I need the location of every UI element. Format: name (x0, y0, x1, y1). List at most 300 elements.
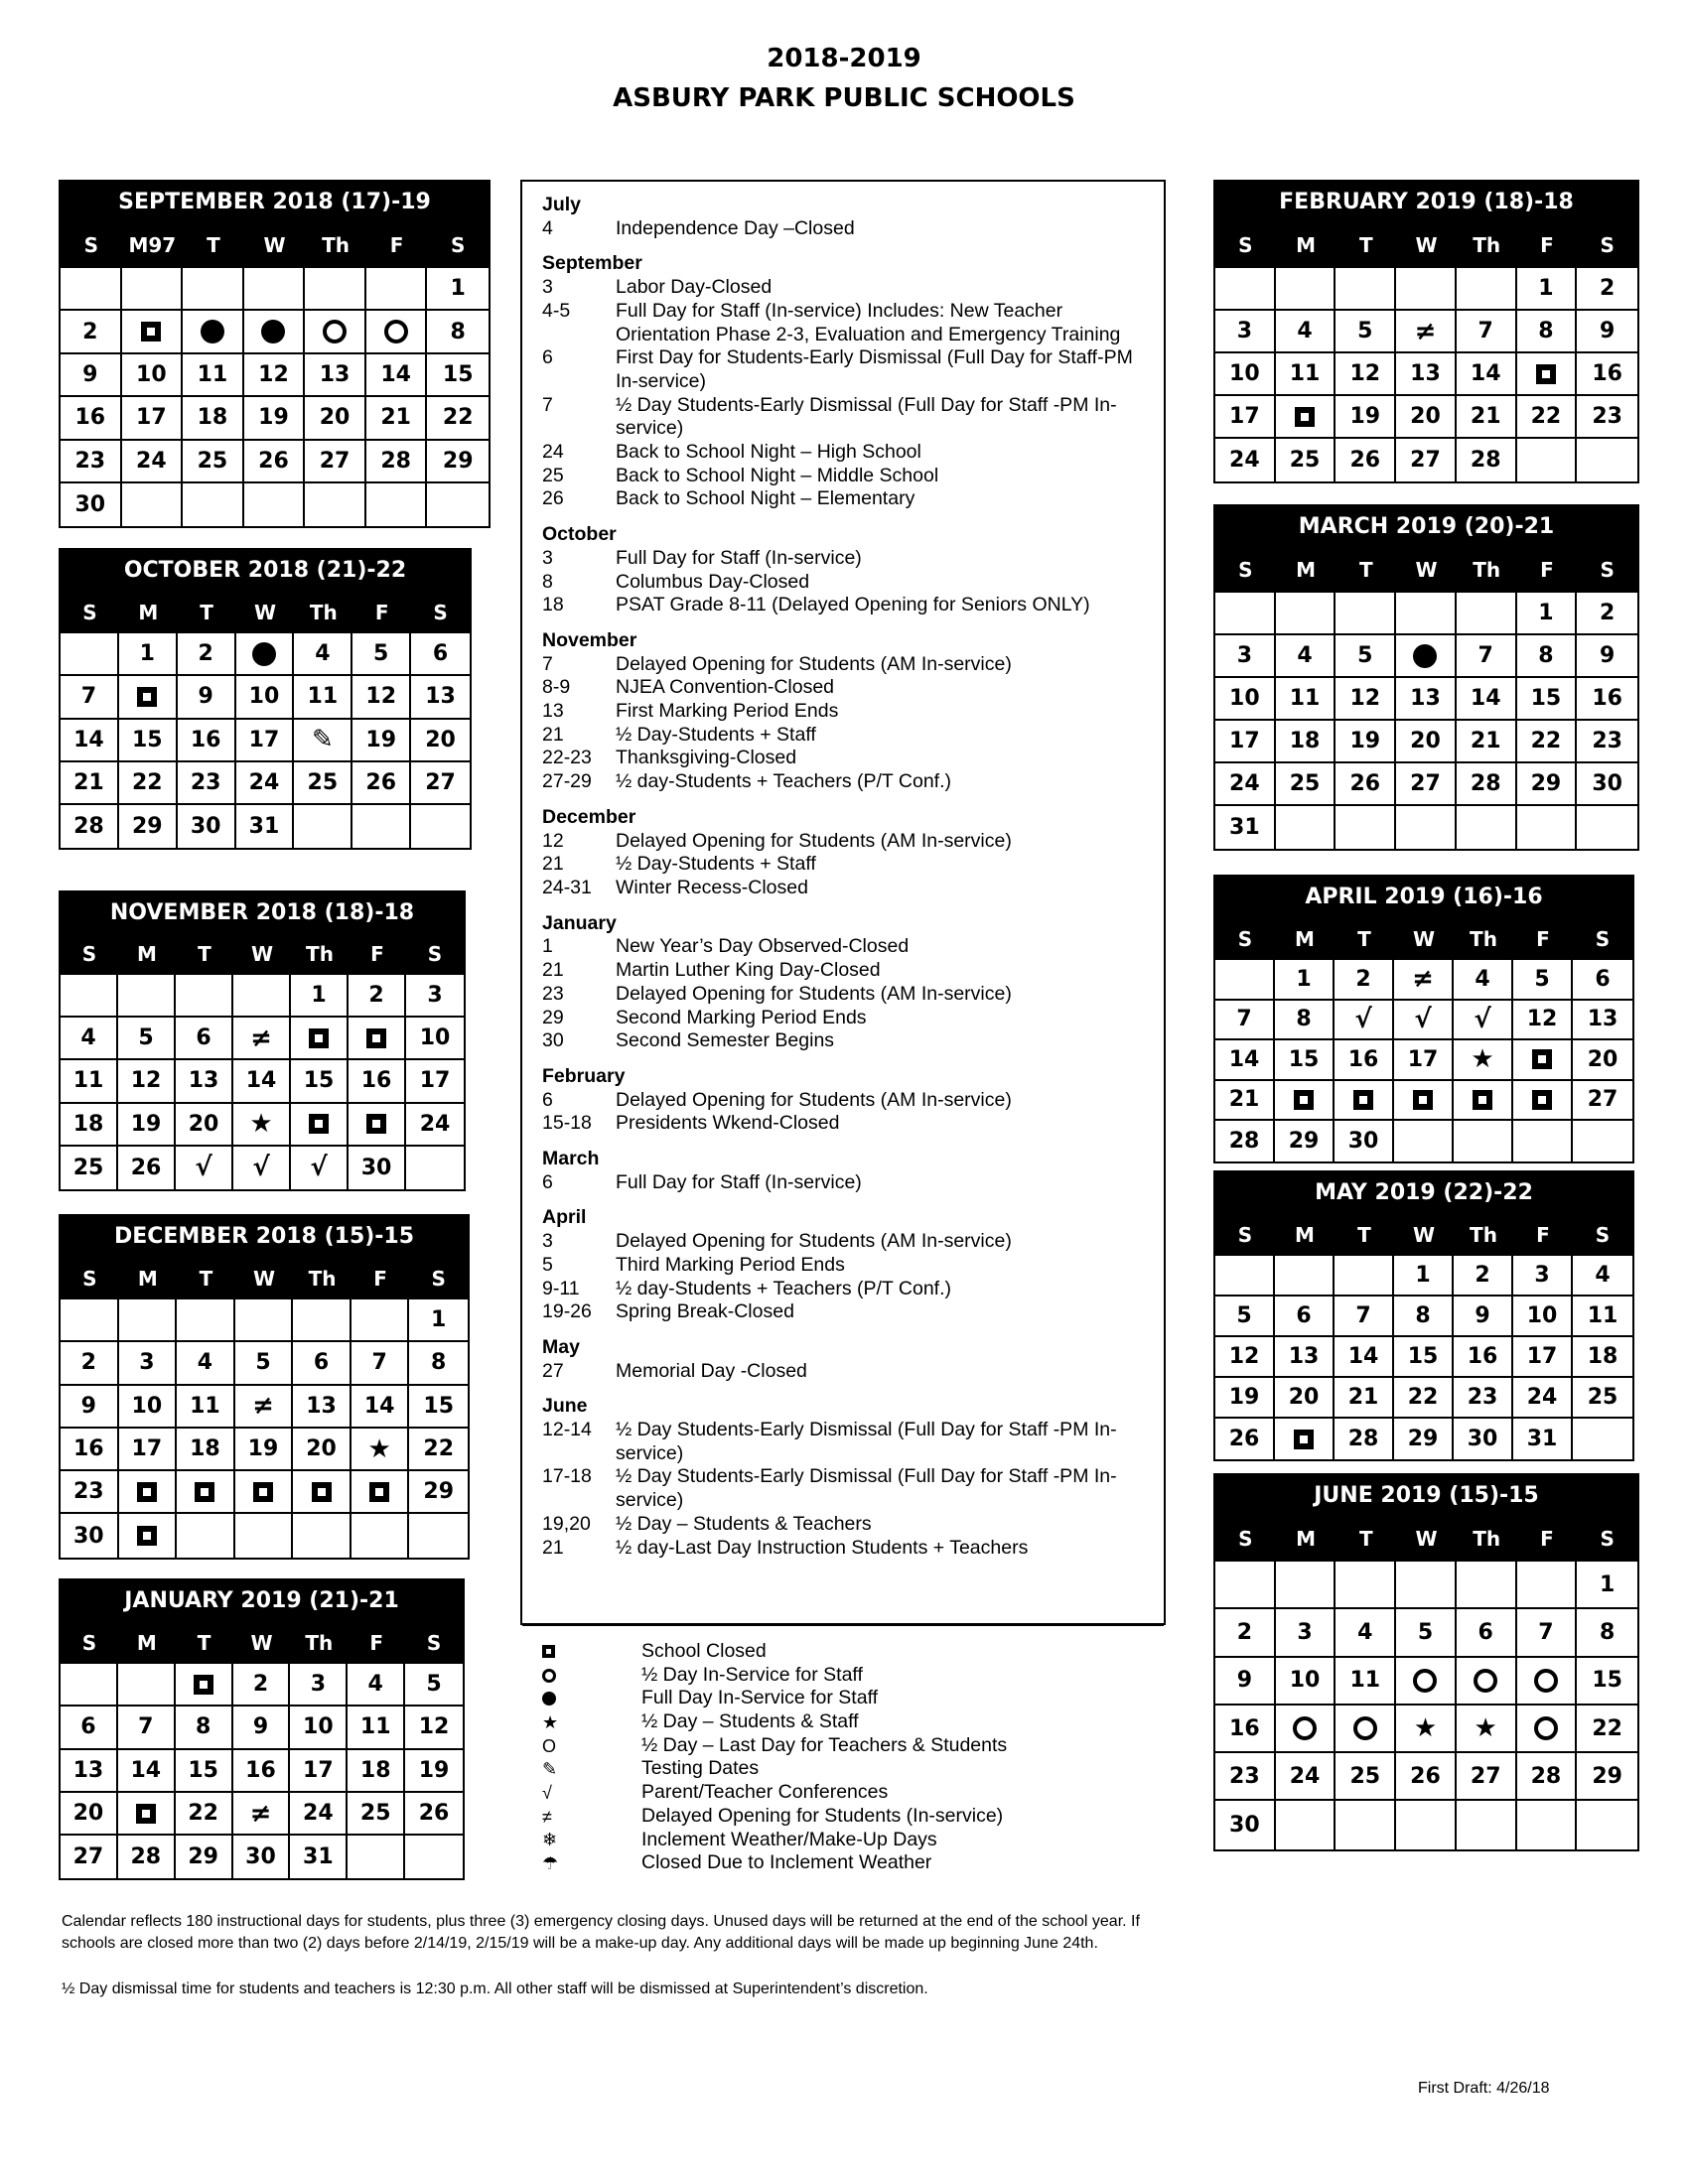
half-day-inservice-icon (1534, 1716, 1558, 1740)
day-cell: 25 (183, 441, 244, 483)
day-cell: 28 (1457, 439, 1517, 481)
day-cell (1396, 1658, 1457, 1706)
day-cell: 21 (366, 397, 428, 440)
legend-item (542, 1687, 1007, 1710)
event-description: Delayed Opening for Students (AM In-service) (616, 1088, 1012, 1111)
event-item (542, 747, 1148, 770)
event-month: April (542, 1206, 587, 1229)
event-date: 21 (542, 1536, 564, 1559)
day-cell: 26 (1336, 763, 1396, 806)
day-cell: 15 (1394, 1337, 1454, 1378)
event-date: 17-18 (542, 1465, 592, 1488)
weekday-header (1215, 1214, 1632, 1256)
day-cell: 28 (366, 441, 428, 483)
weekday-label: S (83, 233, 98, 257)
day-cell: 18 (177, 1429, 235, 1471)
event-description: First Marking Period Ends (616, 700, 839, 723)
event-item (542, 983, 1148, 1007)
full-day-inservice-icon (261, 320, 285, 343)
day-cell: 3 (1276, 1609, 1336, 1657)
not-equal-icon: ≠ (1414, 316, 1437, 346)
day-cell: 28 (1517, 1753, 1578, 1801)
weekday-label: T (207, 233, 220, 257)
day-cell: 24 (236, 762, 295, 805)
day-cell (1457, 1706, 1517, 1753)
day-cell: 16 (1577, 678, 1637, 721)
day-cell: 30 (1454, 1419, 1513, 1459)
day-cell (293, 1514, 352, 1557)
day-cell: 10 (1215, 678, 1276, 721)
star-icon: ★ (1471, 1044, 1494, 1075)
day-cell: 2 (1335, 960, 1394, 1001)
day-cell: 17 (290, 1750, 348, 1793)
school-closed-icon (195, 1482, 214, 1502)
legend-label: ½ Day In-Service for Staff (641, 1663, 863, 1686)
weekday-label: F (1540, 233, 1554, 257)
day-cell: 5 (1336, 635, 1396, 678)
day-cell: 22 (1394, 1378, 1454, 1419)
event-item (542, 547, 1148, 571)
day-cell: 11 (1276, 678, 1336, 721)
weekday-label: W (250, 1631, 273, 1655)
day-cell (427, 483, 489, 526)
legend-label: Delayed Opening for Students (In-service) (641, 1804, 1004, 1827)
day-grid (1215, 268, 1637, 481)
weekday-label: T (1358, 233, 1373, 257)
day-cell (1573, 1419, 1632, 1459)
day-cell: 24 (1513, 1378, 1573, 1419)
weekday-label: Th (1470, 927, 1497, 951)
day-cell: 20 (293, 1429, 352, 1471)
day-cell: 17 (119, 1429, 178, 1471)
event-description: Columbus Day-Closed (616, 570, 810, 593)
star-icon: ★ (1474, 1713, 1497, 1744)
event-month: November (542, 628, 637, 651)
day-cell (352, 1514, 410, 1557)
day-cell: 19 (405, 1750, 463, 1793)
day-cell (1335, 1256, 1394, 1297)
day-cell: 13 (1573, 1001, 1632, 1041)
day-cell (1457, 1658, 1517, 1706)
event-date: 26 (542, 487, 564, 510)
day-cell: 26 (405, 1793, 463, 1836)
event-description: Labor Day-Closed (616, 276, 773, 299)
day-cell: 18 (348, 1750, 405, 1793)
day-cell: 13 (1396, 678, 1457, 721)
day-cell (235, 1386, 294, 1429)
event-description: Back to School Night – High School (616, 441, 921, 464)
school-closed-icon (1294, 1430, 1314, 1449)
day-cell: 16 (61, 1429, 119, 1471)
event-item (542, 1360, 1148, 1384)
day-cell: 19 (352, 720, 411, 762)
day-cell: 26 (352, 762, 411, 805)
day-cell: 28 (1215, 1121, 1275, 1161)
day-cell: 22 (409, 1429, 468, 1471)
full-day-inservice-icon (201, 320, 224, 343)
event-date: 18 (542, 594, 564, 616)
day-cell: 30 (61, 483, 122, 526)
day-cell: 11 (61, 1060, 118, 1103)
legend-label: School Closed (641, 1640, 767, 1662)
weekday-label: S (427, 942, 443, 966)
weekday-header (1215, 223, 1637, 268)
day-cell: 11 (1276, 353, 1336, 396)
day-cell (1335, 1081, 1394, 1122)
weekday-label: W (1415, 1527, 1438, 1551)
day-cell: 31 (290, 1836, 348, 1878)
legend-symbol (542, 1669, 641, 1683)
event-item (542, 1537, 1148, 1561)
day-cell (406, 1147, 464, 1189)
legend-list (542, 1640, 1007, 1875)
day-cell (1275, 1419, 1335, 1459)
day-cell (1454, 1121, 1513, 1161)
event-item (542, 676, 1148, 700)
day-cell (1577, 806, 1637, 849)
day-cell: 22 (1517, 721, 1578, 763)
weekday-label: W (1412, 927, 1436, 951)
day-cell: 4 (61, 1018, 118, 1060)
day-cell: 20 (1396, 721, 1457, 763)
day-cell: 10 (1215, 353, 1276, 396)
event-item (542, 935, 1148, 959)
month-title: OCTOBER 2018 (21)-22 (61, 550, 470, 592)
day-cell: 9 (178, 676, 236, 719)
day-cell: 8 (427, 311, 489, 353)
event-date: 12-14 (542, 1419, 592, 1441)
day-cell: 25 (1336, 1753, 1396, 1801)
event-date: 27 (542, 1359, 564, 1382)
legend-label: Closed Due to Inclement Weather (641, 1851, 932, 1874)
weekday-label: S (82, 601, 97, 624)
event-date: 15-18 (542, 1112, 592, 1135)
star-icon: ★ (249, 1109, 273, 1140)
weekday-label: W (252, 1267, 276, 1291)
day-cell: 9 (61, 354, 122, 397)
event-date: 1 (542, 935, 553, 958)
event-item (542, 487, 1148, 511)
day-cell (1517, 439, 1578, 481)
weekday-label: Th (1473, 1527, 1501, 1551)
event-item (542, 1112, 1148, 1136)
day-cell (1336, 806, 1396, 849)
day-cell (233, 1147, 291, 1189)
events-panel (520, 180, 1166, 1874)
day-cell (1276, 1706, 1336, 1753)
school-closed-icon (1294, 1090, 1314, 1110)
school-closed-icon (137, 1526, 157, 1546)
weekday-label: M (1295, 927, 1315, 951)
day-cell: 24 (1276, 1753, 1336, 1801)
day-cell: 25 (61, 1147, 118, 1189)
day-cell: 2 (1577, 268, 1637, 311)
event-date: 8 (542, 570, 553, 593)
day-cell (61, 268, 122, 311)
event-description: Back to School Night – Elementary (616, 487, 915, 510)
day-cell (1513, 1121, 1573, 1161)
day-cell (1215, 268, 1276, 311)
event-date: 25 (542, 464, 564, 486)
day-cell: 8 (1275, 1001, 1335, 1041)
weekday-header (61, 1258, 468, 1299)
day-cell (244, 483, 306, 526)
day-cell: 5 (1215, 1297, 1275, 1337)
event-date: 30 (542, 1029, 564, 1052)
legend-symbol (542, 1645, 641, 1658)
day-cell (1513, 1040, 1573, 1081)
day-cell: 14 (352, 1386, 410, 1429)
day-cell: 15 (119, 720, 178, 762)
day-cell: 20 (1275, 1378, 1335, 1419)
day-cell: 7 (1335, 1297, 1394, 1337)
day-cell: 29 (1577, 1753, 1637, 1801)
day-cell: 13 (61, 1750, 118, 1793)
event-item (542, 394, 1148, 441)
day-cell: 2 (349, 975, 406, 1018)
weekday-label: S (81, 1631, 97, 1655)
event-date: 23 (542, 982, 564, 1005)
day-cell (1457, 1562, 1517, 1609)
checkmark-icon: √ (195, 1153, 212, 1183)
day-cell (1215, 1562, 1276, 1609)
weekday-label: W (1415, 558, 1438, 582)
day-cell: 15 (176, 1750, 233, 1793)
day-cell: 11 (1573, 1297, 1632, 1337)
day-cell: 12 (1336, 678, 1396, 721)
day-cell (1517, 1706, 1578, 1753)
event-date: 21 (542, 959, 564, 982)
event-item (542, 830, 1148, 854)
weekday-header (61, 592, 470, 633)
day-cell (411, 805, 470, 848)
day-cell (176, 1664, 233, 1706)
day-cell: 23 (1577, 721, 1637, 763)
half-day-inservice-icon (323, 320, 347, 343)
day-cell: 4 (1276, 635, 1336, 678)
day-cell (1517, 353, 1578, 396)
weekday-header (1215, 918, 1632, 960)
weekday-label: S (1600, 1527, 1615, 1551)
day-cell: 15 (1517, 678, 1578, 721)
day-cell (352, 805, 411, 848)
day-cell (1573, 1121, 1632, 1161)
day-cell: 1 (427, 268, 489, 311)
weekday-label: T (198, 942, 211, 966)
day-cell (1215, 593, 1276, 635)
weekday-label: T (1358, 558, 1373, 582)
day-cell: 12 (1215, 1337, 1275, 1378)
day-cell (235, 1299, 294, 1342)
month-calendar (59, 1578, 465, 1880)
day-cell (293, 1299, 352, 1342)
day-cell: 25 (1276, 763, 1336, 806)
weekday-label: M (137, 1267, 158, 1291)
day-cell: 1 (1577, 1562, 1637, 1609)
event-item (542, 1230, 1148, 1254)
event-item (542, 700, 1148, 724)
day-cell (1517, 1658, 1578, 1706)
day-cell (291, 1104, 349, 1147)
day-cell (1454, 1001, 1513, 1041)
day-cell: 23 (178, 762, 236, 805)
legend-label: Inclement Weather/Make-Up Days (641, 1828, 937, 1850)
day-cell: 14 (233, 1060, 291, 1103)
day-cell: 6 (61, 1706, 118, 1749)
day-cell (1275, 1081, 1335, 1122)
day-cell: 4 (348, 1664, 405, 1706)
event-date: 29 (542, 1006, 564, 1028)
event-month: May (542, 1335, 580, 1358)
weekday-label: S (1600, 558, 1615, 582)
full-day-inservice-icon (1413, 644, 1437, 668)
day-cell: 11 (1336, 1658, 1396, 1706)
legend-symbol (542, 1713, 641, 1731)
weekday-label: Th (1473, 558, 1501, 582)
day-cell: 13 (305, 354, 366, 397)
day-cell (118, 1664, 176, 1706)
day-cell: 20 (176, 1104, 233, 1147)
day-cell: 12 (244, 354, 306, 397)
event-description: Thanksgiving-Closed (616, 747, 797, 769)
day-cell (176, 1147, 233, 1189)
day-cell: 13 (1275, 1337, 1335, 1378)
month-calendar (1213, 180, 1639, 483)
day-cell: 6 (1573, 960, 1632, 1001)
event-date: 6 (542, 1170, 553, 1193)
day-cell: 12 (405, 1706, 463, 1749)
school-closed-icon (366, 1028, 386, 1048)
day-cell (1335, 1001, 1394, 1041)
event-item (542, 959, 1148, 983)
district-name: ASBURY PARK PUBLIC SCHOOLS (613, 83, 1075, 113)
weekday-header (61, 223, 489, 268)
day-cell: 23 (61, 1471, 119, 1514)
event-description: Back to School Night – Middle School (616, 464, 939, 486)
school-closed-icon (137, 687, 157, 707)
day-cell: 5 (1513, 960, 1573, 1001)
legend-item (542, 1710, 1007, 1734)
day-cell: 10 (290, 1706, 348, 1749)
checkmark-icon: √ (542, 1782, 552, 1803)
day-cell: 22 (119, 762, 178, 805)
school-closed-icon (1473, 1090, 1492, 1110)
event-month: June (542, 1395, 588, 1418)
events-list (542, 194, 1148, 1560)
weekday-label: M (1296, 558, 1317, 582)
event-description: ½ Day Students-Early Dismissal (Full Day for Staff -PM In-service) (616, 1465, 1117, 1512)
day-cell: 9 (1577, 311, 1637, 353)
day-cell (119, 676, 178, 719)
event-month: January (542, 911, 617, 934)
month-title: APRIL 2019 (16)-16 (1215, 877, 1632, 918)
event-description: ½ Day-Students + Staff (616, 723, 816, 746)
day-cell (122, 311, 184, 353)
event-description: Martin Luther King Day-Closed (616, 959, 881, 982)
weekday-label: M (1295, 1223, 1315, 1247)
day-cell (366, 483, 428, 526)
day-cell (1457, 1801, 1517, 1848)
day-cell: 10 (1513, 1297, 1573, 1337)
day-cell: 3 (1215, 635, 1276, 678)
day-cell (409, 1514, 468, 1557)
day-cell: 21 (1335, 1378, 1394, 1419)
day-cell: 8 (1517, 311, 1578, 353)
day-cell: 7 (1457, 311, 1517, 353)
school-closed-icon (309, 1028, 329, 1048)
weekday-label: S (1595, 927, 1611, 951)
calendar-year: 2018-2019 (767, 44, 921, 73)
day-cell (348, 1836, 405, 1878)
day-cell: 17 (1513, 1337, 1573, 1378)
event-item (542, 1513, 1148, 1537)
day-cell: 14 (366, 354, 428, 397)
day-cell: 8 (176, 1706, 233, 1749)
half-day-inservice-icon (1293, 1716, 1317, 1740)
day-cell: 26 (118, 1147, 176, 1189)
day-cell (366, 311, 428, 353)
school-closed-icon (312, 1482, 332, 1502)
day-cell (233, 1018, 291, 1060)
day-cell: 24 (406, 1104, 464, 1147)
weekday-label: F (1540, 558, 1554, 582)
day-cell: 23 (61, 441, 122, 483)
day-cell: 1 (1517, 268, 1578, 311)
event-date: 5 (542, 1253, 553, 1276)
day-cell (119, 1471, 178, 1514)
legend-item (542, 1640, 1007, 1664)
day-cell: 17 (1394, 1040, 1454, 1081)
legend-item (542, 1664, 1007, 1688)
day-cell: 7 (118, 1706, 176, 1749)
weekday-label: S (451, 233, 466, 257)
weekday-label: Th (306, 942, 334, 966)
day-cell: 29 (1517, 763, 1578, 806)
day-cell (294, 720, 352, 762)
event-month: December (542, 805, 636, 828)
school-closed-icon (1295, 407, 1315, 427)
event-date: 21 (542, 723, 564, 746)
event-description: Presidents Wkend-Closed (616, 1112, 840, 1135)
half-day-inservice-icon (1534, 1669, 1558, 1693)
day-cell (1276, 1801, 1336, 1848)
weekday-header (61, 934, 464, 975)
day-cell: 25 (294, 762, 352, 805)
weekday-label: F (373, 1267, 387, 1291)
day-cell (1276, 593, 1336, 635)
day-cell: 19 (1336, 721, 1396, 763)
day-cell (305, 268, 366, 311)
school-closed-icon (309, 1114, 329, 1134)
day-cell (1396, 635, 1457, 678)
not-equal-icon: ≠ (252, 1391, 274, 1422)
event-date: 19-26 (542, 1300, 592, 1323)
day-cell (1276, 806, 1336, 849)
weekday-label: F (389, 233, 404, 257)
weekday-label: S (1237, 927, 1253, 951)
event-description: ½ Day Students-Early Dismissal (Full Day for Staff -PM In-service) (616, 1419, 1117, 1464)
legend-item (542, 1781, 1007, 1805)
month-title: MARCH 2019 (20)-21 (1215, 506, 1637, 548)
day-cell: 13 (411, 676, 470, 719)
event-item (542, 1089, 1148, 1113)
weekday-label: M (136, 1631, 157, 1655)
half-day-inservice-icon (1474, 1669, 1497, 1693)
month-calendar (1213, 1473, 1639, 1851)
day-cell: 4 (177, 1342, 235, 1385)
event-description: Delayed Opening for Students (AM In-service) (616, 829, 1012, 852)
day-cell: 21 (61, 762, 119, 805)
